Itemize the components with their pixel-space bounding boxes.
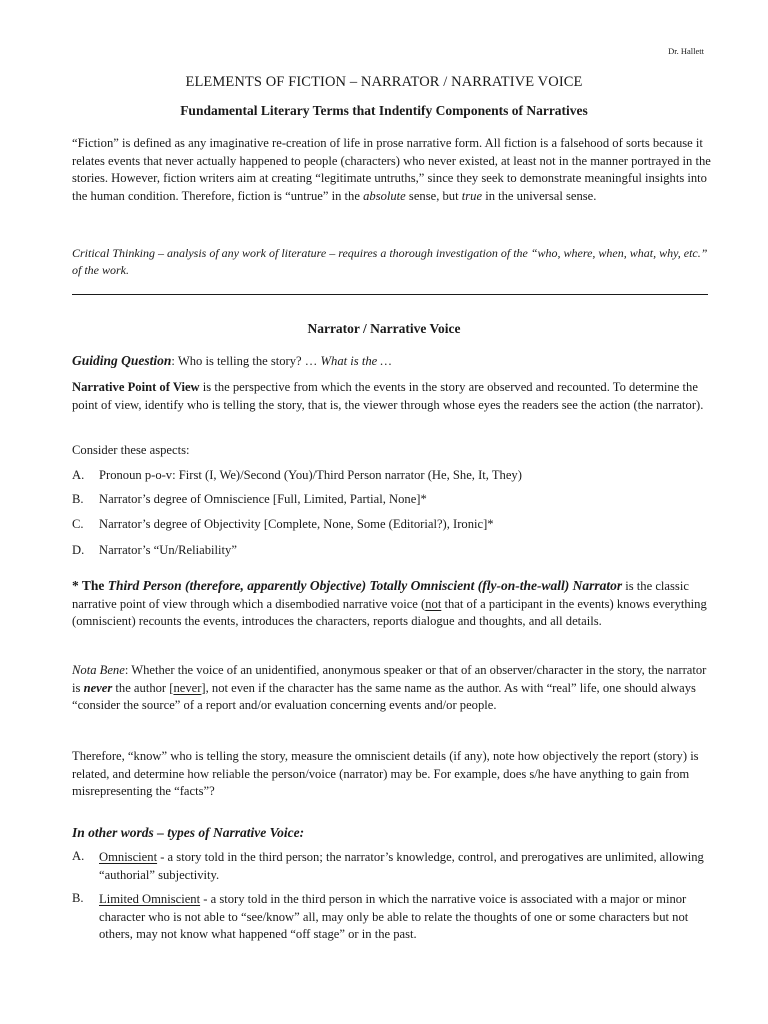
third-person-text-2: that of a participant in the events) knows everything (omniscient) recounts the events, introduces the characters, reports dialogue and thoughts, and all details. [72,596,707,629]
intro-paragraph [72,135,712,205]
guiding-question [72,352,712,371]
third-person-note [72,577,712,631]
nota-bene-text-2: the author [ [112,680,174,695]
pov-definition [72,379,712,414]
list-item-marker: A. [72,849,85,863]
consider-label: Consider these aspects: [72,443,190,457]
list-item-marker: A. [72,468,85,482]
nota-bene-underline: never [173,680,202,695]
nota-bene-label: Nota Bene [72,663,125,677]
list-item-text [99,891,711,944]
type-description: - a story told in the third person; the narrator’s knowledge, control, and prerogatives are unlimited, allowing “authorial” subjectivity. [99,850,704,882]
type-term: Omniscient [99,850,158,864]
pov-text: is the perspective from which the events in the story are observed and recounted. To determine the point of view, identify who is telling the story, that is, the viewer through whose eyes the readers see the action (the narrator). [72,380,704,412]
list-item-text: Narrator’s “Un/Reliability” [99,543,237,557]
section-title: Narrator / Narrative Voice [307,321,461,336]
list-item-marker: D. [72,543,85,557]
nota-bene-text-1: : Whether the voice of an unidentified, anonymous speaker or that of an observer/character in the story, the narrator is [72,663,707,695]
list-item-text: Pronoun p-o-v: First (I, We)/Second (You)/Third Person narrator (He, She, It, They) [99,468,522,482]
intro-text-2: sense, but [405,188,462,203]
intro-emphasis-true: true [461,188,483,203]
list-item-text: Narrator’s degree of Omniscience [Full, Limited, Partial, None]* [99,492,427,506]
type-term: Limited Omniscient [99,892,201,906]
types-heading: In other words – types of Narrative Voice: [72,825,305,840]
critical-thinking-note: Critical Thinking – analysis of any work of literature – requires a thorough investigation of the “who, where, when, what, why, etc.” of the work. [72,246,708,277]
list-item [72,492,712,510]
nota-bene-emphasis: never [83,680,113,695]
list-item-marker: C. [72,517,84,531]
page-subtitle: Fundamental Literary Terms that Indentify Components of Narratives [180,103,588,118]
guiding-question-label: Guiding Question [72,353,172,368]
guiding-question-emphasis: What is the … [320,354,392,368]
type-description: - a story told in the third person in which the narrative voice is associated with a major or minor character who is not able to “see/know” all, may only be able to relate the thoughts of one or some characters but not others, may not know what happened “off stage” or in the past. [99,892,689,942]
pov-term: Narrative Point of View [72,380,200,394]
author-name: Dr. Hallett [668,46,704,56]
list-item [72,517,712,535]
third-person-lead: * The [72,578,108,593]
list-item-text: Narrator’s degree of Objectivity [Complete, None, Some (Editorial?), Ironic]* [99,517,494,531]
third-person-term: Third Person (therefore, apparently Objective) Totally Omniscient (fly-on-the-wall) Narrator [107,578,623,593]
list-item-marker: B. [72,891,84,905]
horizontal-divider [72,294,708,295]
third-person-text-1: is the classic narrative point of view through which a disembodied narrative voice ( [72,579,689,611]
list-item [72,543,712,561]
list-item [72,468,712,486]
intro-text-1: “Fiction” is defined as any imaginative re-creation of life in prose narrative form. All fiction is a falsehood of sorts because it relates events that never actually happened to people (characters) who never existed, at least not in the manner portrayed in the stories. However, fiction writers aim at creating “legitimate untruths,” since they seek to demonstrate meaningful insights into the human condition. Therefore, fiction is “untrue” in the [72,136,711,203]
third-person-underline: not [425,596,442,611]
list-item-marker: B. [72,492,84,506]
list-item-text [99,849,711,884]
guiding-question-text: : Who is telling the story? … [171,354,321,368]
nota-bene-text-3: ], not even if the character has the same name as the author. As with “real” life, one should always “consider the source” of a report and/or evaluation concerning events and/or people. [72,680,696,713]
intro-text-3: in the universal sense. [482,188,597,203]
page-title: ELEMENTS OF FICTION – NARRATOR / NARRATIVE VOICE [185,74,583,90]
intro-emphasis-absolute: absolute [363,188,406,203]
nota-bene-paragraph [72,662,712,715]
therefore-paragraph: Therefore, “know” who is telling the story, measure the omniscient details (if any), note how objectively the report (story) is related, and determine how reliable the person/voice (narrator) may be. For example, does s/he have anything to gain from misrepresenting the “facts”? [72,749,699,799]
